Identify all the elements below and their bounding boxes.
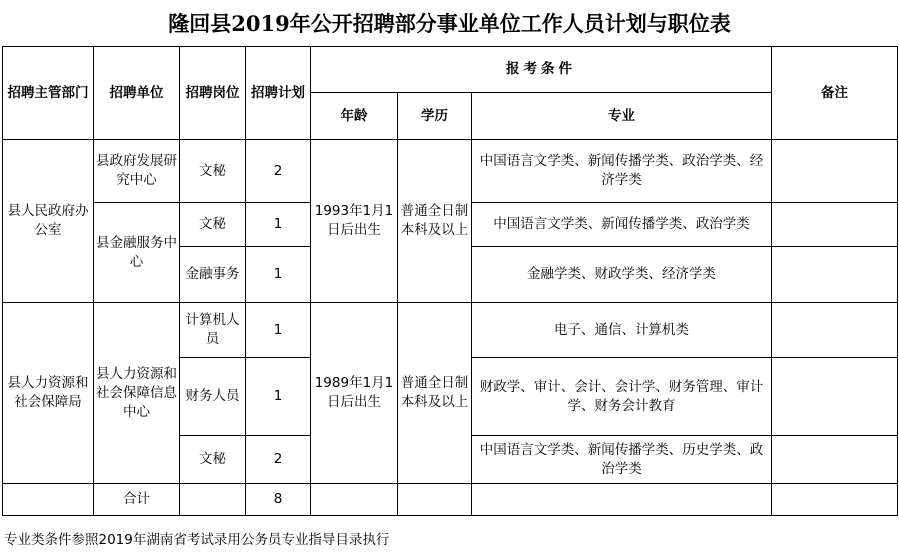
header-age: 年龄 (311, 93, 398, 140)
post-cell: 计算机人员 (180, 303, 246, 358)
dept-cell: 县人力资源和社会保障局 (3, 303, 94, 484)
remarks-cell (772, 140, 898, 203)
plan-cell: 2 (246, 436, 311, 484)
total-remarks-empty (772, 484, 898, 516)
total-row (3, 484, 898, 516)
education-cell: 普通全日制本科及以上 (398, 140, 472, 303)
unit-cell: 县金融服务中心 (94, 203, 180, 303)
plan-cell: 1 (246, 203, 311, 247)
dept-cell: 县人民政府办公室 (3, 140, 94, 303)
remarks-cell (772, 203, 898, 247)
total-plan: 8 (246, 484, 311, 516)
table-row (3, 303, 898, 358)
page-title: 隆回县2019年公开招聘部分事业单位工作人员计划与职位表 (168, 11, 731, 36)
major-cell: 电子、通信、计算机类 (472, 303, 772, 358)
header-education: 学历 (398, 93, 472, 140)
post-cell: 金融事务 (180, 247, 246, 303)
table-row (3, 140, 898, 203)
total-label: 合计 (94, 484, 180, 516)
header-unit: 招聘单位 (94, 47, 180, 140)
plan-cell: 1 (246, 247, 311, 303)
header-post: 招聘岗位 (180, 47, 246, 140)
unit-cell: 县人力资源和社会保障信息中心 (94, 303, 180, 484)
total-education-empty (398, 484, 472, 516)
footnote: 专业类条件参照2019年湖南省考试录用公务员专业指导目录执行 (4, 532, 390, 548)
major-cell: 中国语言文学类、新闻传播学类、历史学类、政治学类 (472, 436, 772, 484)
total-post-empty (180, 484, 246, 516)
total-age-empty (311, 484, 398, 516)
header-dept: 招聘主管部门 (3, 47, 94, 140)
major-cell: 金融学类、财政学类、经济学类 (472, 247, 772, 303)
total-major-empty (472, 484, 772, 516)
remarks-cell (772, 303, 898, 358)
post-cell: 财务人员 (180, 358, 246, 436)
age-cell: 1989年1月1日后出生 (311, 303, 398, 484)
education-cell: 普通全日制本科及以上 (398, 303, 472, 484)
recruitment-table (2, 46, 898, 516)
header-major: 专业 (472, 93, 772, 140)
age-cell: 1993年1月1日后出生 (311, 140, 398, 303)
post-cell: 文秘 (180, 140, 246, 203)
header-row-1 (3, 47, 898, 93)
major-cell: 中国语言文学类、新闻传播学类、政治学类、经济学类 (472, 140, 772, 203)
header-plan: 招聘计划 (246, 47, 311, 140)
remarks-cell (772, 358, 898, 436)
major-cell: 中国语言文学类、新闻传播学类、政治学类 (472, 203, 772, 247)
header-conditions: 报考条件 (311, 47, 772, 93)
plan-cell: 1 (246, 303, 311, 358)
remarks-cell (772, 436, 898, 484)
remarks-cell (772, 247, 898, 303)
total-dept-empty (3, 484, 94, 516)
unit-cell: 县政府发展研究中心 (94, 140, 180, 203)
header-remarks: 备注 (772, 47, 898, 140)
plan-cell: 1 (246, 358, 311, 436)
post-cell: 文秘 (180, 436, 246, 484)
major-cell: 财政学、审计、会计、会计学、财务管理、审计学、财务会计教育 (472, 358, 772, 436)
plan-cell: 2 (246, 140, 311, 203)
post-cell: 文秘 (180, 203, 246, 247)
